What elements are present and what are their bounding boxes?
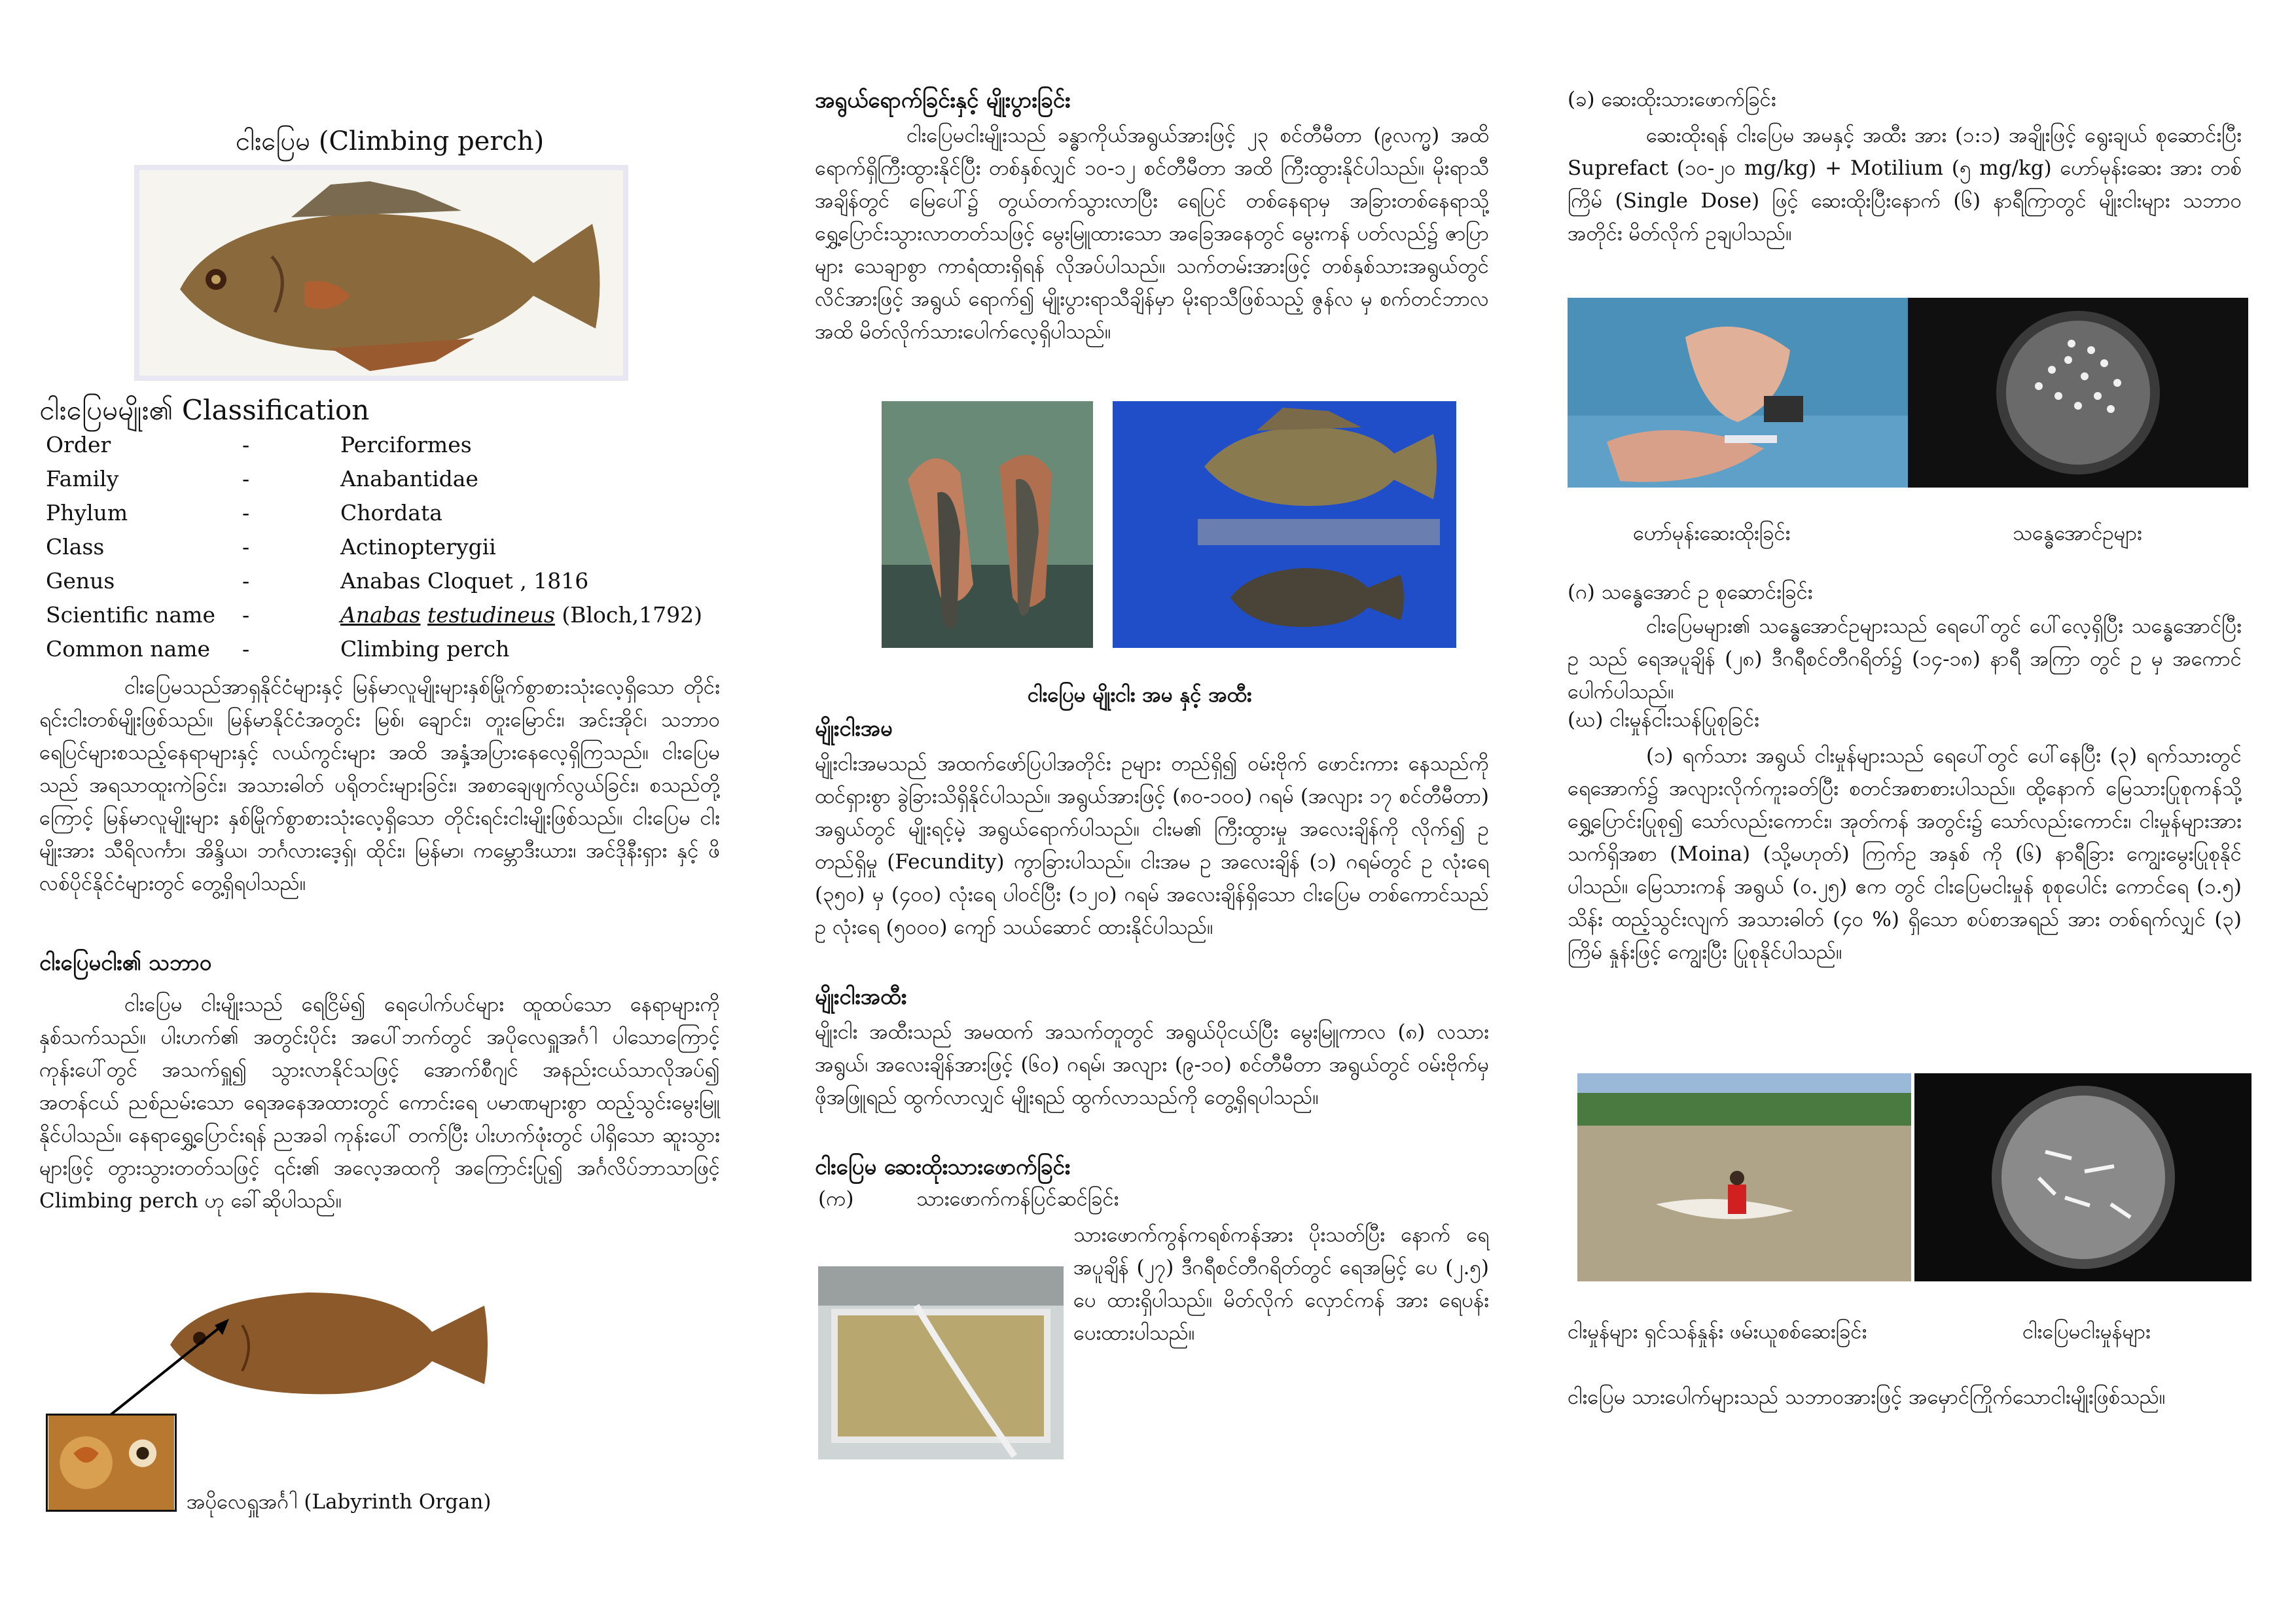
- eggs-caption: သန္ဓေအောင်ဥများ: [2013, 522, 2142, 545]
- nature-paragraph: ငါးပြေမ ငါးမျိုးသည် ရေငြိမ်၍ ရေပေါက်ပင်များ ထူထပ်သော နေရာများကိုနှစ်သက်သည်။ ပါးဟက်၏ အတွင်းပိုင်း အပေါ်ဘက်တွင် အပိုလေရှူအင်္ဂါ ပါသောကြောင့် ကုန်းပေါ်တွင် အသက်ရှူ၍ သွားလာနိုင်သဖြင့် အောက်စီဂျင် အနည်းငယ်သာလိုအပ်၍ အတန်ငယ် ညစ်ညမ်းသော ရေအနေအထားတွင် ကောင်းရေ ပမာဏများစွာ ထည့်သွင်းမွေးမြူနိုင်ပါသည်။ နေရာရွှေ့ပြောင်းရန် ညအခါ ကုန်းပေါ် တက်ပြီး ပါးဟက်ဖုံးတွင် ပါရှိသော ဆူးသွားများဖြင့် တွားသွားတတ်သဖြင့် ၎င်း၏ အလေ့အထကို အကြောင်းပြု၍ အင်္ဂလိပ်ဘာသာဖြင့် Climbing perch ဟု ခေါ်ဆိုပါသည်။: [39, 993, 720, 1213]
- class-dash: -: [242, 500, 250, 526]
- step-k-paragraph: သားဖောက်ကွန်ကရစ်ကန်အား ပိုးသတ်ပြီး နောက် ရေအပူချိန် (၂၇) ဒီဂရီစင်တီဂရိတ်တွင် ရေအမြင့် ပေ (၂.၅) ပေ ထားရှိပါသည်။ မိတ်လိုက် လှောင်ကန် အား ရေပန်းပေးထားပါသည်။: [1073, 1223, 1489, 1345]
- breeders-caption: ငါးပြေမ မျိုးငါး အမ နှင့် အထီး: [1028, 683, 1252, 707]
- closing-statement: ငါးပြေမ သားပေါက်များသည် သဘာဝအားဖြင့် အမှောင်ကြိုက်သောငါးမျိုးဖြစ်သည်။: [1568, 1385, 2166, 1409]
- male-paragraph: မျိုးငါး အထီးသည် အမထက် အသက်တူတွင် အရွယ်ပိုငယ်ပြီး မွေးမြူကာလ (၈) လသားအရွယ်၊ အလေးချိန်အားဖြင့် (၆၀) ဂရမ်၊ အလျား (၉-၁၀) စင်တီမီတာ အရွယ်တွင် ဝမ်းဗိုက်မှ ဖိုအဖြူရည် ထွက်လာလျှင် မျိုးရည် ထွက်လာသည်ကို တွေ့ရှိရပါသည်။: [815, 1020, 1489, 1109]
- step-gh-title: (ဃ) ငါးမှုန်ငါးသန်ပြုစုခြင်း: [1568, 708, 1759, 732]
- class-value: Climbing perch: [340, 636, 510, 662]
- species-name: testudineus: [427, 602, 555, 628]
- class-dash: -: [242, 568, 250, 594]
- class-key: Family: [46, 466, 119, 491]
- table-row: [46, 466, 707, 500]
- step-g-paragraph: ငါးပြေမများ၏ သန္ဓေအောင်ဥများသည် ရေပေါ်တွင် ပေါ်လေ့ရှိပြီး သန္ဓေအောင်ပြီး ဥ သည် ရေအပူချိန် (၂၈) ဒီဂရီစင်တီဂရိတ်၌ (၁၄-၁၈) နာရီ အကြာ တွင် ဥ မှ အကောင်ပေါက်ပါသည်။: [1568, 615, 2242, 704]
- organ-caption: အပိုလေရှူအင်္ဂါ (Labyrinth Organ): [187, 1490, 492, 1514]
- author-year: (Bloch,1792): [554, 602, 703, 628]
- step-g-title: (ဂ) သန္ဓေအောင် ဥ စုဆောင်းခြင်း: [1568, 580, 1813, 604]
- hormone-injection-photo: [1568, 298, 1908, 488]
- fertilized-eggs-photo: [1908, 298, 2248, 488]
- labyrinth-organ-photo: [46, 1414, 177, 1512]
- intro-paragraph: ငါးပြေမသည်အာရှနိုင်ငံများနှင့် မြန်မာလူမျိုးများနှစ်မြိုက်စွာစားသုံးလေ့ရှိသော တိုင်းရင်းငါးတစ်မျိုးဖြစ်သည်။ မြန်မာနိုင်ငံအတွင်း မြစ်၊ ချောင်း၊ တူးမြောင်း၊ အင်းအိုင်၊ သဘာဝရေပြင်များစသည့်နေရာများနှင့် လယ်ကွင်းများ အထိ အနှံ့အပြားနေလေ့ရှိကြသည်။ ငါးပြေမသည် အရသာထူးကဲခြင်း၊ အသားဓါတ် ပရိုတင်းများခြင်း၊ အစာချေဖျက်လွယ်ခြင်း၊ စသည်တို့ကြောင့် မြန်မာလူမျိုးများ နှစ်မြိုက်စွာစားသုံးလေ့ရှိသော တိုင်းရင်းငါးမျိုးဖြစ်သည်။ ငါးပြေမ ငါးမျိုးအား သီရိလင်္ကာ၊ အိန္ဒိယ၊ ဘင်္ဂလားဒေ့ရှ်၊ ထိုင်း၊ မြန်မာ၊ ကမ္ဘောဒီးယား၊ အင်ဒိုနီးရှား နှင့် ဖိလစ်ပိုင်နိုင်ငံများတွင် တွေ့ရှိရပါသည်။: [39, 675, 720, 895]
- class-key: Scientific name: [46, 602, 215, 628]
- table-row: [46, 602, 707, 636]
- pond-harvest-photo: [1577, 1073, 1911, 1281]
- injection-caption: ဟော်မုန်းဆေးထိုးခြင်း: [1633, 522, 1791, 545]
- class-key: Class: [46, 534, 105, 560]
- breeding-heading: ငါးပြေမ ဆေးထိုးသားဖောက်ခြင်း: [815, 1154, 1071, 1179]
- step-gh-paragraph: (၁) ရက်သား အရွယ် ငါးမှုန်များသည် ရေပေါ်တွင် ပေါ်နေပြီး (၃) ရက်သားတွင် ရေအောက်၌ အလျားလိုက်ကူးခတ်ပြီး စတင်အစာစားပါသည်။ ထို့နောက် မြေသားပြုစုကန်သို့ ရွှေ့ပြောင်းပြုစု၍ သော်လည်းကောင်း၊ အုတ်ကန် အတွင်း၌ သော်လည်းကောင်း၊ ငါးမှုန်များအား သက်ရှိအစာ (Moina) (သို့မဟုတ်) ကြက်ဥ အနှစ် ကို (၆) နာရီခြား ကျွေးမွေးပြုစုနိုင်ပါသည်။ မြေသားကန် အရွယ် (၀.၂၅) ဧက တွင် ငါးပြေမငါးမှုန် စုစုပေါင်း ကောင်ရေ (၁.၅) သိန်း ထည့်သွင်းလျက် အသားဓါတ် (၄၀ %) ရှိသော စပ်စာအရည် အား တစ်ရက်လျှင် (၃) ကြိမ် နှုန်းဖြင့် ကျွေးပြီး ပြုစုနိုင်ပါသည်။: [1568, 744, 2242, 964]
- classification-table: [46, 432, 707, 670]
- hands-illustration: [882, 401, 1093, 648]
- step-kh-title: (ခ) ဆေးထိုးသားဖောက်ခြင်း: [1568, 88, 1776, 111]
- class-value: Perciformes: [340, 432, 472, 457]
- organ-closeup-illustration: [48, 1416, 175, 1510]
- pond-illustration: [1577, 1073, 1911, 1281]
- class-value: Anabas Cloquet , 1816: [340, 568, 589, 594]
- class-dash: -: [242, 602, 250, 628]
- fry-microscope-photo: [1914, 1073, 2251, 1281]
- hatching-tank-photo: [818, 1266, 1064, 1459]
- class-dash: -: [242, 636, 250, 662]
- fish-illustration: [134, 165, 628, 381]
- breeders-in-hand-photo: [882, 401, 1093, 648]
- classification-heading: ငါးပြေမမျိုး၏ Classification: [39, 394, 370, 426]
- breeders-on-table-photo: [1113, 401, 1456, 648]
- class-value: [340, 602, 707, 636]
- female-paragraph: မျိုးငါးအမသည် အထက်ဖော်ပြပါအတိုင်း ဥများ တည်ရှိ၍ ဝမ်းဗိုက် ဖောင်းကား နေသည်ကို ထင်ရှားစွာ ခွဲခြားသိရှိနိုင်ပါသည်။ အရွယ်အားဖြင့် (၈၀-၁၀၀) ဂရမ် (အလျား ၁၇ စင်တီမီတာ) အရွယ်တွင် မျိုးရင့်မဲ့ အရွယ်ရောက်ပါသည်။ ငါးမ၏ ကြီးထွားမှု အလေးချိန်ကို လိုက်၍ ဥတည်ရှိမှု (Fecundity) ကွာခြားပါသည်။ ငါးအမ ဥ အလေးချိန် (၁) ဂရမ်တွင် ဥ လုံးရေ (၃၅၀) မှ (၄၀၀) လုံးရေ ပါဝင်ပြီး (၁၂၀) ဂရမ် အလေးချိန်ရှိသော ငါးပြေမ တစ်ကောင်သည် ဥ လုံးရေ (၅၀၀၀) ကျော် သယ်ဆောင် ထားနိုင်ပါသည်။: [815, 752, 1489, 939]
- eggs-illustration: [1908, 298, 2248, 488]
- step-kh-paragraph: ဆေးထိုးရန် ငါးပြေမ အမနှင့် အထီး အား (၁:၁) အချိုးဖြင့် ရွေးချယ် စုဆောင်းပြီး Suprefact (၁၀-၂၀ mg/kg) + Motilium (၅ mg/kg) ဟော်မုန်းဆေး အား တစ်ကြိမ် (Single Dose) ဖြင့် ဆေးထိုးပြီးနောက် (၆) နာရီကြာတွင် မျိုးငါးများ သဘာဝအတိုင်း မိတ်လိုက် ဥချပါသည်။: [1568, 124, 2242, 245]
- class-dash: -: [242, 432, 250, 457]
- growth-heading: အရွယ်ရောက်ခြင်းနှင့် မျိုးပွားခြင်း: [815, 87, 1071, 113]
- table-row: [46, 432, 707, 466]
- class-value: Anabantidae: [340, 466, 478, 491]
- class-key: Order: [46, 432, 111, 457]
- table-fish-illustration: [1113, 401, 1456, 648]
- male-heading: မျိုးငါးအထီး: [815, 984, 907, 1009]
- class-dash: -: [242, 534, 250, 560]
- fry-illustration: [1914, 1073, 2251, 1281]
- female-heading: မျိုးငါးအမ: [815, 715, 893, 741]
- table-row: [46, 534, 707, 568]
- page-title: ငါးပြေမ (Climbing perch): [236, 126, 545, 156]
- harvest-caption: ငါးမှုန်များ ရှင်သန်နှုန်း ဖမ်းယူစစ်ဆေးခြင်း: [1568, 1320, 1867, 1344]
- genus-name: Anabas: [340, 602, 421, 628]
- growth-paragraph: ငါးပြေမငါးမျိုးသည် ခန္ဓာကိုယ်အရွယ်အားဖြင့် ၂၃ စင်တီမီတာ (၉လက္မ) အထိ ရောက်ရှိကြီးထွားနိုင်ပြီး တစ်နှစ်လျှင် ၁၀-၁၂ စင်တီမီတာ အထိ ကြီးထွားနိုင်ပါသည်။ မိုးရာသီအချိန်တွင် မြေပေါ်၌ တွယ်တက်သွားလာပြီး ရေပြင် တစ်နေရာမှ အခြားတစ်နေရာသို့ ရွှေ့ပြောင်းသွားလာတတ်သဖြင့် မွေးမြူထားသော အခြေအနေတွင် မွေးကန် ပတ်လည်၌ ဇာပြာများ သေချာစွာ ကာရံထားရှိရန် လိုအပ်ပါသည်။ သက်တမ်းအားဖြင့် တစ်နှစ်သားအရွယ်တွင် လိင်အားဖြင့် အရွယ် ရောက်၍ မျိုးပွားရာသီချိန်မှာ မိုးရာသီဖြစ်သည့် ဇွန်လ မှ စက်တင်ဘာလ အထိ မိတ်လိုက်သားပေါက်လေ့ရှိပါသည်။: [815, 124, 1489, 344]
- class-key: Genus: [46, 568, 115, 594]
- class-dash: -: [242, 466, 250, 491]
- fry-caption: ငါးပြေမငါးမှုန်များ: [2022, 1320, 2151, 1344]
- step-k-title: သားဖောက်ကန်ပြင်ဆင်ခြင်း: [916, 1187, 1119, 1211]
- step-k-label: (က): [818, 1187, 854, 1211]
- class-key: Common name: [46, 636, 211, 662]
- class-value: Actinopterygii: [340, 534, 496, 560]
- pointer-arrow: [105, 1315, 236, 1420]
- table-row: [46, 500, 707, 534]
- injection-illustration: [1568, 298, 1908, 488]
- table-row: [46, 636, 707, 670]
- tank-illustration: [818, 1266, 1064, 1459]
- climbing-perch-photo: [134, 165, 628, 381]
- class-key: Phylum: [46, 500, 128, 526]
- nature-heading: ငါးပြေမငါး၏ သဘာဝ: [39, 950, 212, 975]
- table-row: [46, 568, 707, 602]
- class-value: Chordata: [340, 500, 442, 526]
